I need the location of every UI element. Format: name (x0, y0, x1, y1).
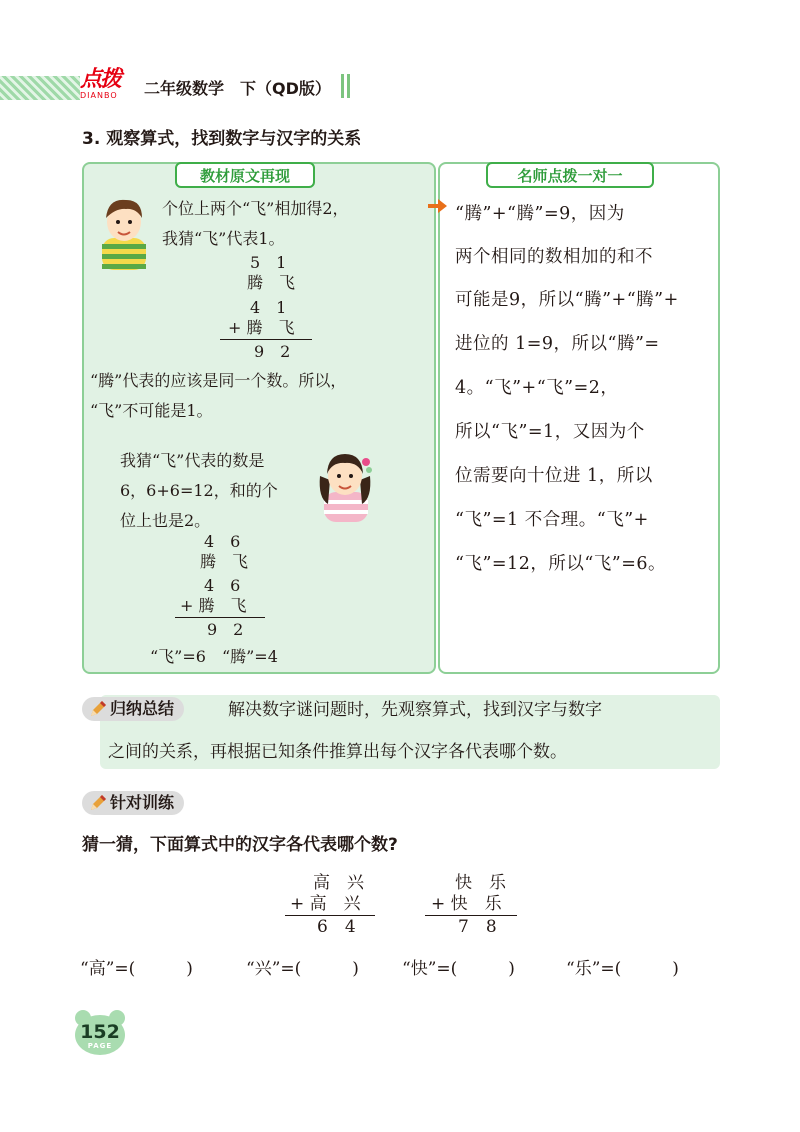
boy-speech-line-2: 我猜“飞”代表1。 (162, 229, 285, 248)
page-number-badge (73, 1008, 127, 1056)
calc2-row2-chars: + 腾 飞 (180, 596, 247, 615)
girl-speech-line-2: 6，6+6=12，和的个 (120, 481, 278, 500)
girl-speech-line-3: 位上也是2。 (120, 511, 211, 530)
publisher-logo: 点拨 DIANBO (80, 67, 121, 100)
textbook-panel-tab: 教材原文再现 (175, 162, 315, 188)
header-stripe (0, 76, 80, 100)
teacher-line-4: 进位的 1=9，所以“腾”= (455, 334, 660, 354)
calc2-answer: “飞”=6 “腾”=4 (150, 647, 278, 666)
summary-label: 归纳总结 (82, 697, 184, 721)
girl-avatar (314, 446, 376, 522)
page-number: 152 (80, 1021, 120, 1043)
teacher-line-1: “腾”+“腾”=9，因为 (455, 204, 625, 224)
calc2-sum-line (175, 617, 265, 618)
practice-calc-a-line (285, 915, 375, 916)
boy-speech-line-1: 个位上两个“飞”相加得2， (162, 199, 349, 218)
practice-calc-b-result: 7 8 (458, 917, 497, 937)
teacher-line-8: “飞”=1 不合理。“飞”+ (455, 510, 649, 530)
summary-line-1: 解决数字谜问题时，先观察算式，找到汉字与数字 (228, 700, 602, 720)
practice-label: 针对训练 (82, 791, 184, 815)
teacher-line-6: 所以“飞”=1，又因为个 (455, 422, 645, 442)
calc1-row1-chars: 腾 飞 (247, 273, 296, 292)
calc1-sum-line (220, 339, 312, 340)
calc2-row2-digits: 4 6 (204, 576, 241, 595)
blank-le[interactable]: “乐”=( ) (566, 959, 679, 979)
practice-calc-b-row2: + 快 乐 (431, 894, 502, 914)
question-title: 3. 观察算式，找到数字与汉字的关系 (82, 129, 362, 149)
pencil-icon (88, 793, 108, 813)
note-line-1: “腾”代表的应该是同一个数。所以， (90, 371, 347, 390)
teacher-panel-tab: 名师点拨一对一 (486, 162, 654, 188)
page-label: PAGE (87, 1042, 113, 1050)
calc2-result: 9 2 (207, 620, 244, 639)
blank-gao[interactable]: “高”=( ) (80, 959, 193, 979)
practice-calc-a-row1: 高 兴 (313, 873, 364, 893)
girl-speech-line-1: 我猜“飞”代表的数是 (120, 451, 265, 470)
blank-xing[interactable]: “兴”=( ) (246, 959, 359, 979)
calc1-row2-chars: + 腾 飞 (228, 318, 295, 337)
practice-calc-a-result: 6 4 (317, 917, 356, 937)
blank-kuai[interactable]: “快”=( ) (402, 959, 515, 979)
calc1-result: 9 2 (254, 342, 291, 361)
pencil-icon (88, 699, 108, 719)
book-title: 二年级数学 下（QD版） (144, 79, 331, 98)
arrow-right-icon (428, 198, 448, 214)
practice-calc-b-line (425, 915, 517, 916)
header-bars (341, 74, 357, 98)
calc2-row1-digits: 4 6 (204, 532, 241, 551)
teacher-line-3: 可能是9，所以“腾”+“腾”+ (455, 290, 679, 310)
calc1-row1-digits: 5 1 (250, 253, 287, 272)
calc1-row2-digits: 4 1 (250, 298, 287, 317)
practice-calc-b-row1: 快 乐 (455, 873, 506, 893)
teacher-line-7: 位需要向十位进 1，所以 (455, 466, 653, 486)
practice-prompt: 猜一猜，下面算式中的汉字各代表哪个数? (82, 835, 398, 855)
teacher-line-5: 4。“飞”+“飞”=2， (455, 378, 619, 398)
practice-calc-a-row2: + 高 兴 (290, 894, 361, 914)
summary-line-2: 之间的关系，再根据已知条件推算出每个汉字各代表哪个数。 (108, 742, 567, 762)
teacher-line-2: 两个相同的数相加的和不 (455, 247, 653, 267)
boy-avatar (96, 194, 152, 270)
calc2-row1-chars: 腾 飞 (200, 552, 249, 571)
note-line-2: “飞”不可能是1。 (90, 401, 213, 420)
teacher-line-9: “飞”=12，所以“飞”=6。 (455, 554, 667, 574)
